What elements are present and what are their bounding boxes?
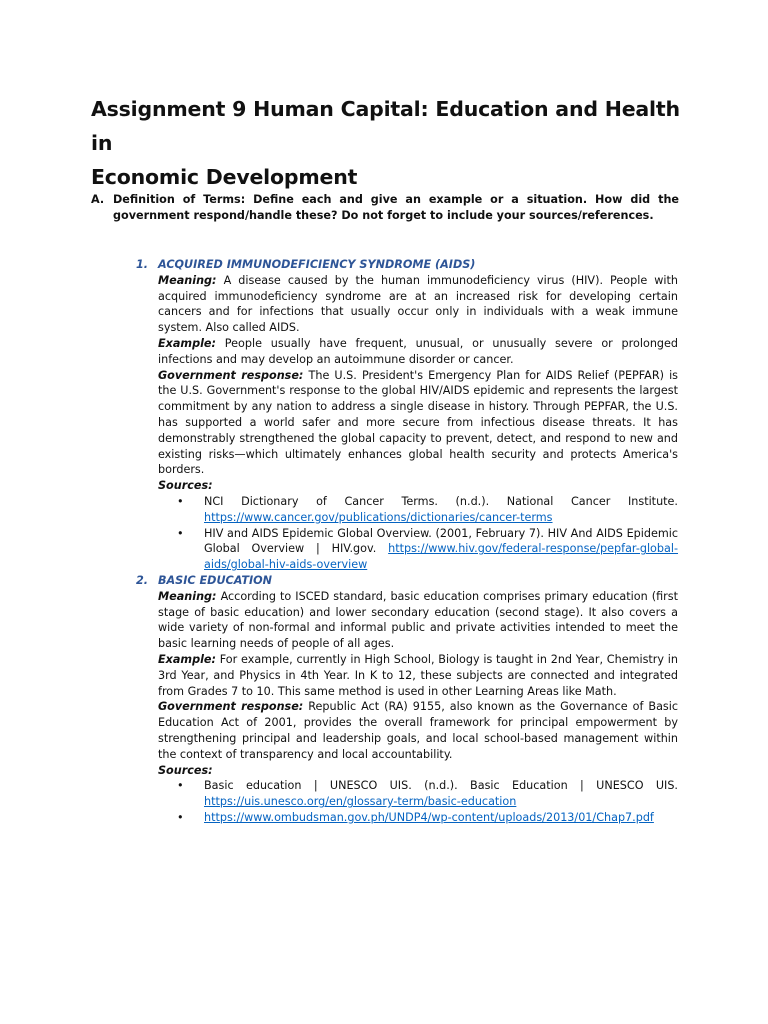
government-response-label: Government response:: [158, 368, 304, 382]
bullet-icon: •: [177, 779, 184, 793]
government-response-label: Government response:: [158, 700, 304, 714]
government-response-text: Republic Act (RA) 9155, also known as the Governance of Basic Education Act of 2001, provides the overall framework for principal empowerment by strengthening principal and leadership goals, and local school-based management within the context of transparency and local accountability.: [158, 700, 679, 761]
meaning-text: A disease caused by the human immunodeficiency virus (HIV). People with acquired immunodeficiency syndrome are at an increased risk for developing certain cancers and for infections that usually occur only in individuals with a weak immune system. Also called AIDS.: [158, 273, 678, 335]
meaning-paragraph: [158, 589, 678, 652]
sources-list: [158, 494, 678, 573]
source-link[interactable]: https://www.cancer.gov/publications/dictionaries/cancer-terms: [204, 510, 553, 524]
government-response-paragraph: [158, 368, 678, 479]
example-label: Example:: [158, 336, 216, 350]
government-response-paragraph: [158, 699, 678, 762]
meaning-label: Meaning:: [158, 589, 217, 603]
title-line-2: Economic Development: [91, 165, 358, 189]
source-link[interactable]: https://www.ombudsman.gov.ph/UNDP4/wp-content/uploads/2013/01/Chap7.pdf: [204, 810, 654, 824]
sources-label: Sources:: [158, 479, 213, 493]
bullet-icon: •: [177, 810, 184, 824]
example-paragraph: [158, 336, 678, 368]
source-link[interactable]: https://www.hiv.gov/federal-response/pepfar-global-aids/global-hiv-aids-overview: [204, 542, 679, 572]
source-text: NCI Dictionary of Cancer Terms. (n.d.). National Cancer Institute.: [204, 494, 678, 508]
source-item: [158, 526, 678, 573]
source-item: [158, 494, 678, 526]
term-heading: BASIC EDUCATION: [158, 574, 272, 587]
sources-list: [158, 778, 678, 825]
meaning-paragraph: [158, 273, 678, 336]
source-item: [158, 778, 678, 810]
term-heading: ACQUIRED IMMUNODEFICIENCY SYNDROME (AIDS): [158, 258, 476, 271]
title-line-1: Assignment 9 Human Capital: Education and Health in: [91, 97, 680, 155]
document-title: [91, 92, 691, 194]
bullet-icon: •: [177, 494, 184, 508]
term-body: [158, 273, 678, 573]
section-a-instructions: Definition of Terms: Define each and give an example or a situation. How did the government respond/handle these? Do not forget to include your sources/references.: [113, 193, 679, 222]
example-paragraph: [158, 652, 678, 699]
source-link[interactable]: https://uis.unesco.org/en/glossary-term/basic-education: [204, 795, 517, 809]
example-label: Example:: [158, 652, 216, 666]
government-response-text: The U.S. President's Emergency Plan for AIDS Relief (PEPFAR) is the U.S. Government's response to the global HIV/AIDS epidemic and represents the largest commitment by any nation to address a single disease in history. Through PEPFAR, the U.S. has supported a world safer and more secure from infectious disease threats. It has demonstrably strengthened the global capacity to prevent, detect, and respond to new and existing risks—which ultimately enhances global health security and protects America's borders.: [158, 368, 679, 477]
source-item: [158, 810, 678, 826]
source-text: Basic education | UNESCO UIS. (n.d.). Basic Education | UNESCO UIS.: [204, 779, 678, 793]
example-text: For example, currently in High School, Biology is taught in 2nd Year, Chemistry in 3rd Year, and Physics in 4th Year. In K to 12, these subjects are connected and integrated from Grades 7 to 10. This same method is used in other Learning Areas like Math.: [158, 652, 678, 698]
meaning-label: Meaning:: [158, 273, 217, 287]
meaning-text: According to ISCED standard, basic education comprises primary education (first stage of basic education) and lower secondary education (second stage). It also covers a wide variety of non-formal and informal public and private activities intended to meet the basic learning needs of people of all ages.: [158, 589, 678, 651]
bullet-icon: •: [177, 526, 184, 540]
sources-label: Sources:: [158, 763, 213, 777]
term-number: 1.: [136, 258, 149, 271]
source-text: HIV and AIDS Epidemic Global Overview. (2001, February 7). HIV And AIDS Epidemic Global Overview | HIV.gov.: [204, 526, 678, 556]
term-number: 2.: [136, 574, 149, 587]
example-text: People usually have frequent, unusual, or unusually severe or prolonged infections and may develop an autoimmune disorder or cancer.: [158, 336, 678, 366]
term-body: [158, 589, 678, 826]
section-a-label: A.: [91, 193, 105, 206]
